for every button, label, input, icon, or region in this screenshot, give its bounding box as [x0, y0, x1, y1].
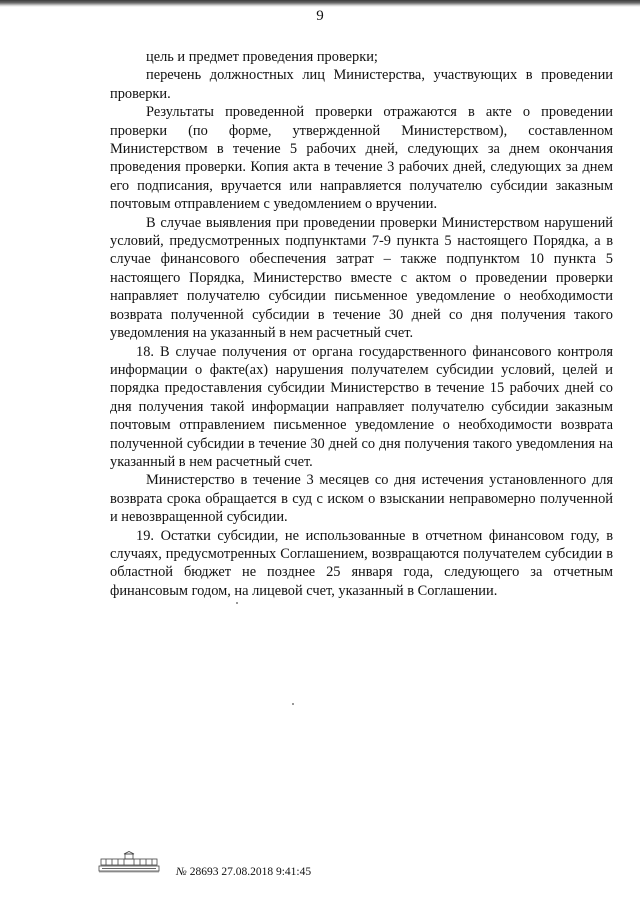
number-sign: № [176, 866, 187, 878]
paragraph-clause-19: 19. Остатки субсидии, не использованные в отчетном финансовом году, в случаях, предусмотренных Соглашением, возвращаются получателем субсидии в областной бюджет не позднее 25 января года, следующего за отчетным финансовым годом, на лицевой счет, указанный в Соглашении. [110, 527, 613, 599]
registration-stamp [176, 866, 311, 878]
paragraph-inspection-results: Результаты проведенной проверки отражаются в акте о проведении проверки (по форме, утвержденной Министерством), составленном Министерством в течение 5 рабочих дней, следующих за днем окончания проведения проверки. Копия акта в течение 3 рабочих дней, следующих за днем его подписания, вручается или направляется получателю субсидии заказным почтовым отправлением с уведомлением о вручении. [110, 104, 613, 213]
government-emblem-icon [98, 851, 160, 873]
paragraph-list-item-officials: перечень должностных лиц Министерства, участвующих в проведении проверки. [110, 67, 613, 102]
scan-speck [292, 703, 294, 705]
page-number: 9 [316, 8, 324, 24]
paragraph-court-claim: Министерство в течение 3 месяцев со дня истечения установленного для возврата срока обращается в суд с иском о взыскании неправомерно полученной и невозвращенной субсидии. [110, 472, 613, 526]
paragraph-list-item-purpose: цель и предмет проведения проверки; [146, 49, 378, 65]
paragraph-violations-notice: В случае выявления при проведении проверки Министерством нарушений условий, предусмотренных подпунктами 7-9 пункта 5 настоящего Порядка, а в случае финансового обеспечения затрат – также подпунктом 10 пункта 5 настоящего Порядка, Министерство вместе с актом о проведении проверки направляет получателю субсидии письменное уведомление о необходимости возврата полученной субсидии в течение 30 дней со дня получения такого уведомления на указанный в нем расчетный счет. [110, 214, 613, 342]
scan-speck [236, 602, 238, 604]
registration-number-date: 28693 27.08.2018 9:41:45 [189, 866, 312, 878]
scan-top-edge [0, 0, 640, 7]
document-body [110, 48, 613, 600]
paragraph-clause-18: 18. В случае получения от органа государственного финансового контроля информации о факте(ах) нарушения получателем субсидии условий, целей и порядка предоставления субсидии Министерство в течение 15 рабочих дней со дня получения такой информации направляет получателю субсидии заказным почтовым отправлением письменное уведомление о необходимости возврата полученной субсидии в течение 30 дней со дня получения такого уведомления на указанный в нем расчетный счет. [110, 343, 613, 470]
